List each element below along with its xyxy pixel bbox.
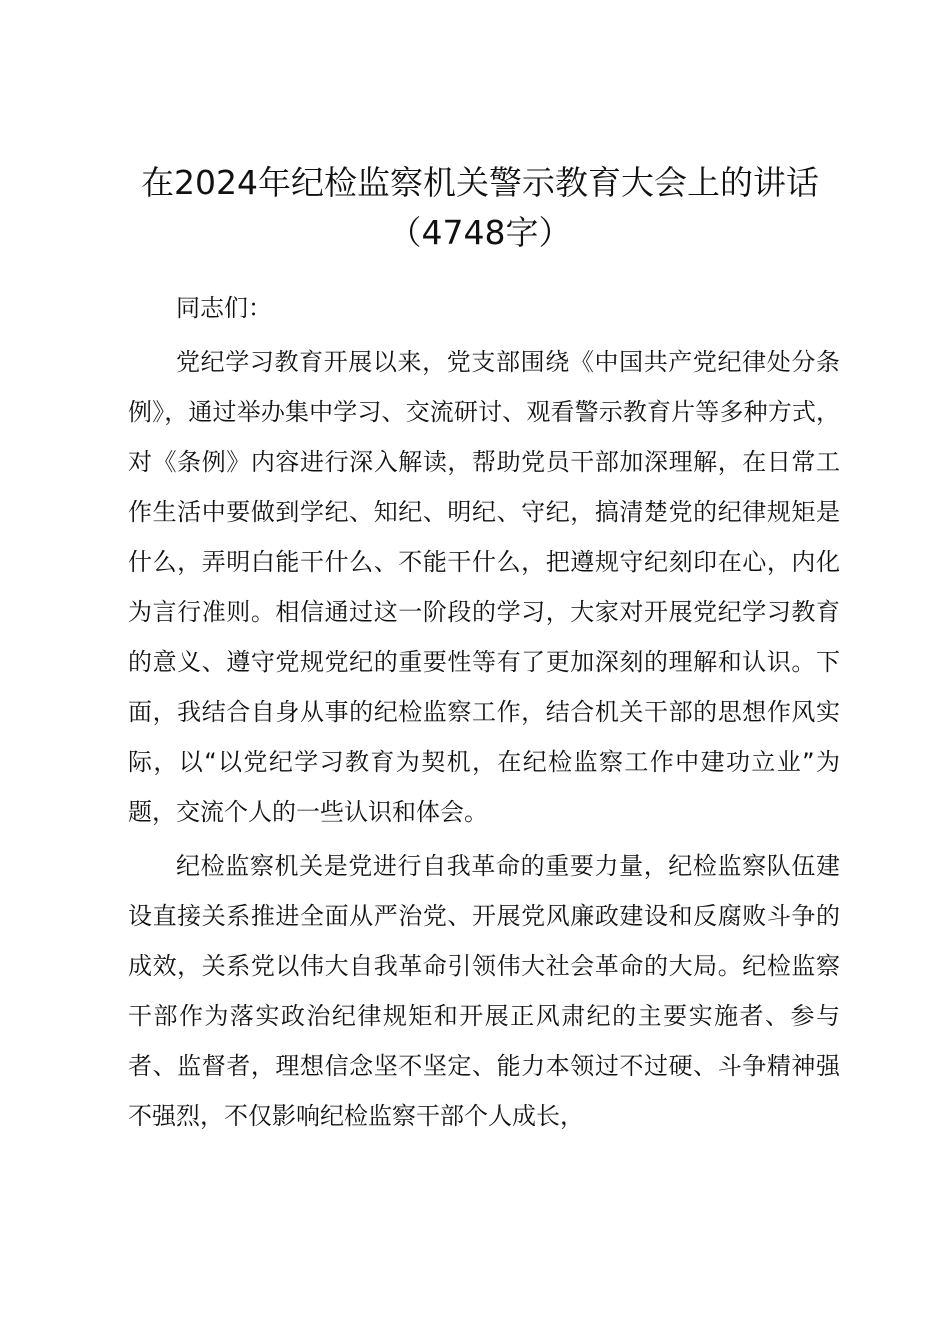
paragraph-1: 党纪学习教育开展以来，党支部围绕《中国共产党纪律处分条例》，通过举办集中学习、交流研讨、观看警示教育片等多种方式，对《条例》内容进行深入解读，帮助党员干部加深理解，在日常工作生活中要做到学纪、知纪、明纪、守纪，搞清楚党的纪律规矩是什么，弄明白能干什么、不能干什么，把遵规守纪刻印在心，内化为言行准则。相信通过这一阶段的学习，大家对开展党纪学习教育的意义、遵守党规党纪的重要性等有了更加深刻的理解和认识。下面，我结合自身从事的纪检监察工作，结合机关干部的思想作风实际，以“以党纪学习教育为契机，在纪检监察工作中建功立业”为题，交流个人的一些认识和体会。: [128, 348, 840, 826]
greeting: 同志们：: [176, 294, 272, 322]
document-body: [128, 283, 840, 1145]
paragraph-2: 纪检监察机关是党进行自我革命的重要力量，纪检监察队伍建设直接关系推进全面从严治党、开展党风廉政建设和反腐败斗争的成效，关系党以伟大自我革命引领伟大社会革命的大局。纪检监察干部作为落实政治纪律规矩和开展正风肃纪的主要实施者、参与者、监督者，理想信念坚不坚定、能力本领过不过硬、斗争精神强不强烈，不仅影响纪检监察干部个人成长，: [128, 852, 840, 1130]
document-title: 在2024年纪检监察机关警示教育大会上的讲话（4748字）: [141, 163, 819, 252]
